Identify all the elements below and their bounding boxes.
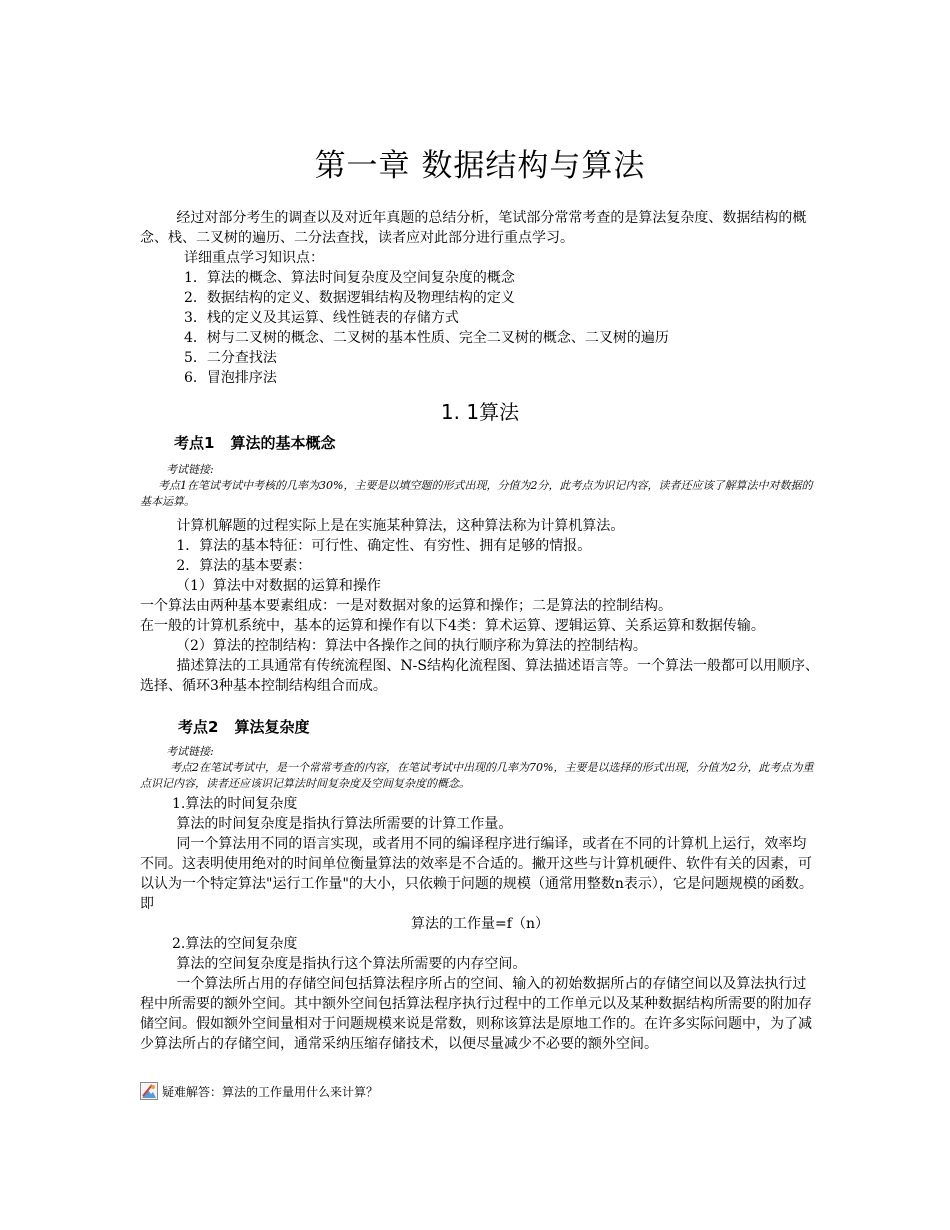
point2-heading: [178, 716, 309, 737]
intro-paragraph: 经过对部分考生的调查以及对近年真题的总结分析，笔试部分常常考查的是算法复杂度、数据结构的概念、栈、二叉树的遍历、二分法查找，读者应对此部分进行重点学习。: [140, 210, 807, 246]
key-point-item: 3．栈的定义及其运算、线性链表的存储方式: [184, 310, 459, 326]
point2-paragraph: 同一个算法用不同的语言实现，或者用不同的编译程序进行编译，或者在不同的计算机上运行，效率均不同。这表明使用绝对的时间单位衡量算法的效率是不合适的。撇开这些与计算机硬件、软件有关的因素，可以认为一个特定算法"运行工作量"的大小，只依赖于问题的规模（通常用整数n表示），它是问题规模的函数。即: [140, 836, 813, 912]
point2-paragraph: 1.算法的时间复杂度: [172, 796, 298, 812]
point1-paragraph: （1）算法中对数据的运算和操作: [176, 578, 381, 594]
formula: 算法的工作量=f（n）: [411, 916, 549, 932]
point1-title: 算法的基本概念: [230, 434, 336, 452]
faq-text: 疑难解答：算法的工作量用什么来计算？: [162, 1084, 379, 1099]
point1-paragraph: 计算机解题的过程实际上是在实施某种算法，这种算法称为计算机算法。: [176, 518, 625, 534]
exam-link-label: 考试链接:: [166, 745, 214, 758]
key-point-item: 2．数据结构的定义、数据逻辑结构及物理结构的定义: [184, 290, 515, 306]
key-point-item: 6．冒泡排序法: [184, 370, 277, 386]
point2-paragraph: 一个算法所占用的存储空间包括算法程序所占的空间、输入的初始数据所占的存储空间以及算法执行过程中所需要的额外空间。其中额外空间包括算法程序执行过程中的工作单元以及某种数据结构所需要的附加存储空间。假如额外空间量相对于问题规模来说是常数，则称该算法是原地工作的。在许多实际问题中，为了减少算法所占的存储空间，通常采纳压缩存储技术，以便尽量减少不必要的额外空间。: [140, 976, 812, 1052]
point1-body: [140, 462, 820, 696]
chapter-title: 第一章 数据结构与算法: [314, 148, 646, 184]
point1-paragraph: 一个算法由两种基本要素组成：一是对数据对象的运算和操作；二是算法的控制结构。: [140, 598, 672, 614]
point1-paragraph: （2）算法的控制结构：算法中各操作之间的执行顺序称为算法的控制结构。: [176, 638, 647, 654]
key-points-title: 详细重点学习知识点：: [184, 250, 324, 266]
point2-body: [140, 744, 820, 1054]
point1-heading: [174, 432, 335, 453]
point1-paragraph: 描述算法的工具通常有传统流程图、N-S结构化流程图、算法描述语言等。一个算法一般都可以用顺序、选择、循环3种基本控制结构组合而成。: [140, 658, 819, 694]
point1-label: 考点1: [174, 434, 215, 452]
key-point-item: 4．树与二叉树的概念、二叉树的基本性质、完全二叉树的概念、二叉树的遍历: [184, 330, 669, 346]
point2-label: 考点2: [178, 718, 219, 736]
key-point-item: 1．算法的概念、算法时间复杂度及空间复杂度的概念: [184, 270, 515, 286]
broken-image-icon: [140, 1082, 158, 1100]
point1-paragraph: 1．算法的基本特征：可行性、确定性、有穷性、拥有足够的情报。: [176, 538, 592, 554]
exam-link-note: 考点2在笔试考试中，是一个常常考查的内容，在笔试考试中出现的几率为70%，主要是以选择的形式出现，分值为2分，此考点为重点识记内容，读者还应该识记算法时间复杂度及空间复杂度的概念。: [140, 761, 814, 790]
point2-paragraph: 2.算法的空间复杂度: [172, 936, 298, 952]
faq-line: [140, 1082, 378, 1100]
point2-title: 算法复杂度: [234, 718, 310, 736]
exam-link-label: 考试链接:: [166, 463, 214, 476]
exam-link-note: 考点1在笔试考试中考核的几率为30%，主要是以填空题的形式出现，分值为2分，此考点为识记内容，读者还应该了解算法中对数据的基本运算。: [140, 479, 813, 508]
intro-section: [140, 208, 820, 388]
point1-paragraph: 在一般的计算机系统中，基本的运算和操作有以下4类：算术运算、逻辑运算、关系运算和数据传输。: [140, 618, 765, 634]
point2-paragraph: 算法的时间复杂度是指执行算法所需要的计算工作量。: [176, 816, 513, 832]
point1-paragraph: 2．算法的基本要素：: [176, 558, 312, 574]
section-heading: 1. 1算法: [440, 400, 520, 424]
key-point-item: 5．二分查找法: [184, 350, 277, 366]
point2-paragraph: 算法的空间复杂度是指执行这个算法所需要的内存空间。: [176, 956, 527, 972]
